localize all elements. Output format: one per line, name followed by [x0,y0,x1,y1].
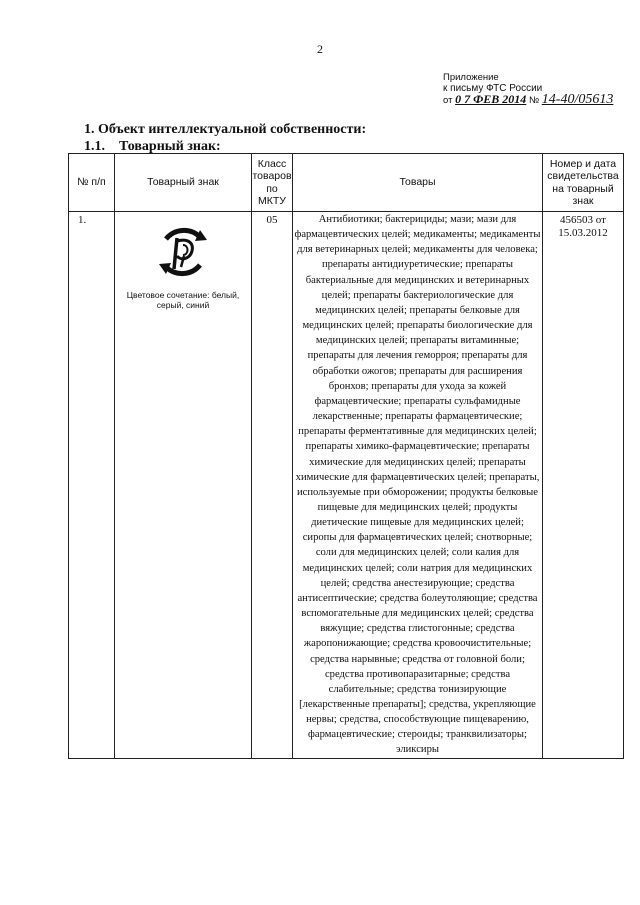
goods-cell: Антибиотики; бактерициды; мази; мази для фармацевтических целей; медикаменты; медикаменты для ветеринарных целей; медикаменты для человека; препараты антидиуретические; препараты бактериальные для медицинских и ветеринарных целей; препараты бактериологические для медицинских целей; препараты белковые для медицинских целей; препараты биологические для медицинских целей; препараты витаминные; препараты для лечения геморроя; препараты для обработки ожогов; препараты для расширения бронхов; препараты для ухода за кожей фармацевтические; препараты сульфамидные лекарственные; препараты фармацевтические; препараты ферментативные для медицинских целей; препараты химико-фармацевтические; препараты химические для медицинских целей; препараты химические для фармацевтических целей; препараты, используемые при обморожении; продукты белковые пищевые для медицинских целей; продукты диетические пищевые для медицинских целей; сиропы для фармацевтических целей; снотворные; соли для медицинских целей; соли калия для медицинских целей; соли натрия для медицинских целей; средства анестезирующие; средства антисептические; средства болеутоляющие; средства вспомогательные для медицинских целей; средства вяжущие; средства глистогонные; средства жаропонижающие; средства кровоочистительные; средства нарывные; средства от головной боли; средства противопаразитарные; средства слабительные; средства тонизирующие [лекарственные препараты]; средства, укрепляющие нервы; средства, способствующие пищеварению, фармацевтические; стероиды; транквилизаторы; эликсиры [293,212,543,759]
trademark-cell [115,212,252,759]
appendix-date-line [443,94,613,106]
appendix-header [443,72,613,106]
page-number: 2 [317,42,323,56]
registration-number: 456503 от [560,214,606,226]
appendix-title: Приложение [443,72,499,83]
color-note: Цветовое сочетание: белый, серый, синий [126,290,240,310]
subsection-number: 1.1. [84,139,105,154]
trademark-logo-icon [154,223,212,281]
registration-cell [543,212,624,759]
header-registration: Номер и дата свидетельства на товарный знак [543,154,624,212]
table-header-row [69,154,624,212]
trademark-table [68,153,624,759]
header-goods: Товары [293,154,543,212]
number-prefix: № [528,95,540,106]
header-class: Класс товаров по МКТУ [252,154,293,212]
section-title: 1. Объект интеллектуальной собственности: [84,122,367,137]
class-cell: 05 [252,212,293,759]
table-row [69,212,624,759]
appendix-number: 14-40/05613 [541,92,614,107]
header-mark: Товарный знак [115,154,252,212]
appendix-date: 0 7 ФЕВ 2014 [455,92,527,106]
header-num: № п/п [69,154,115,212]
registration-date: 15.03.2012 [558,227,608,239]
date-prefix: от [443,95,453,106]
appendix-reference: к письму ФТС России [443,83,543,94]
subsection-label: Товарный знак: [119,139,221,154]
row-num: 1. [69,212,115,759]
